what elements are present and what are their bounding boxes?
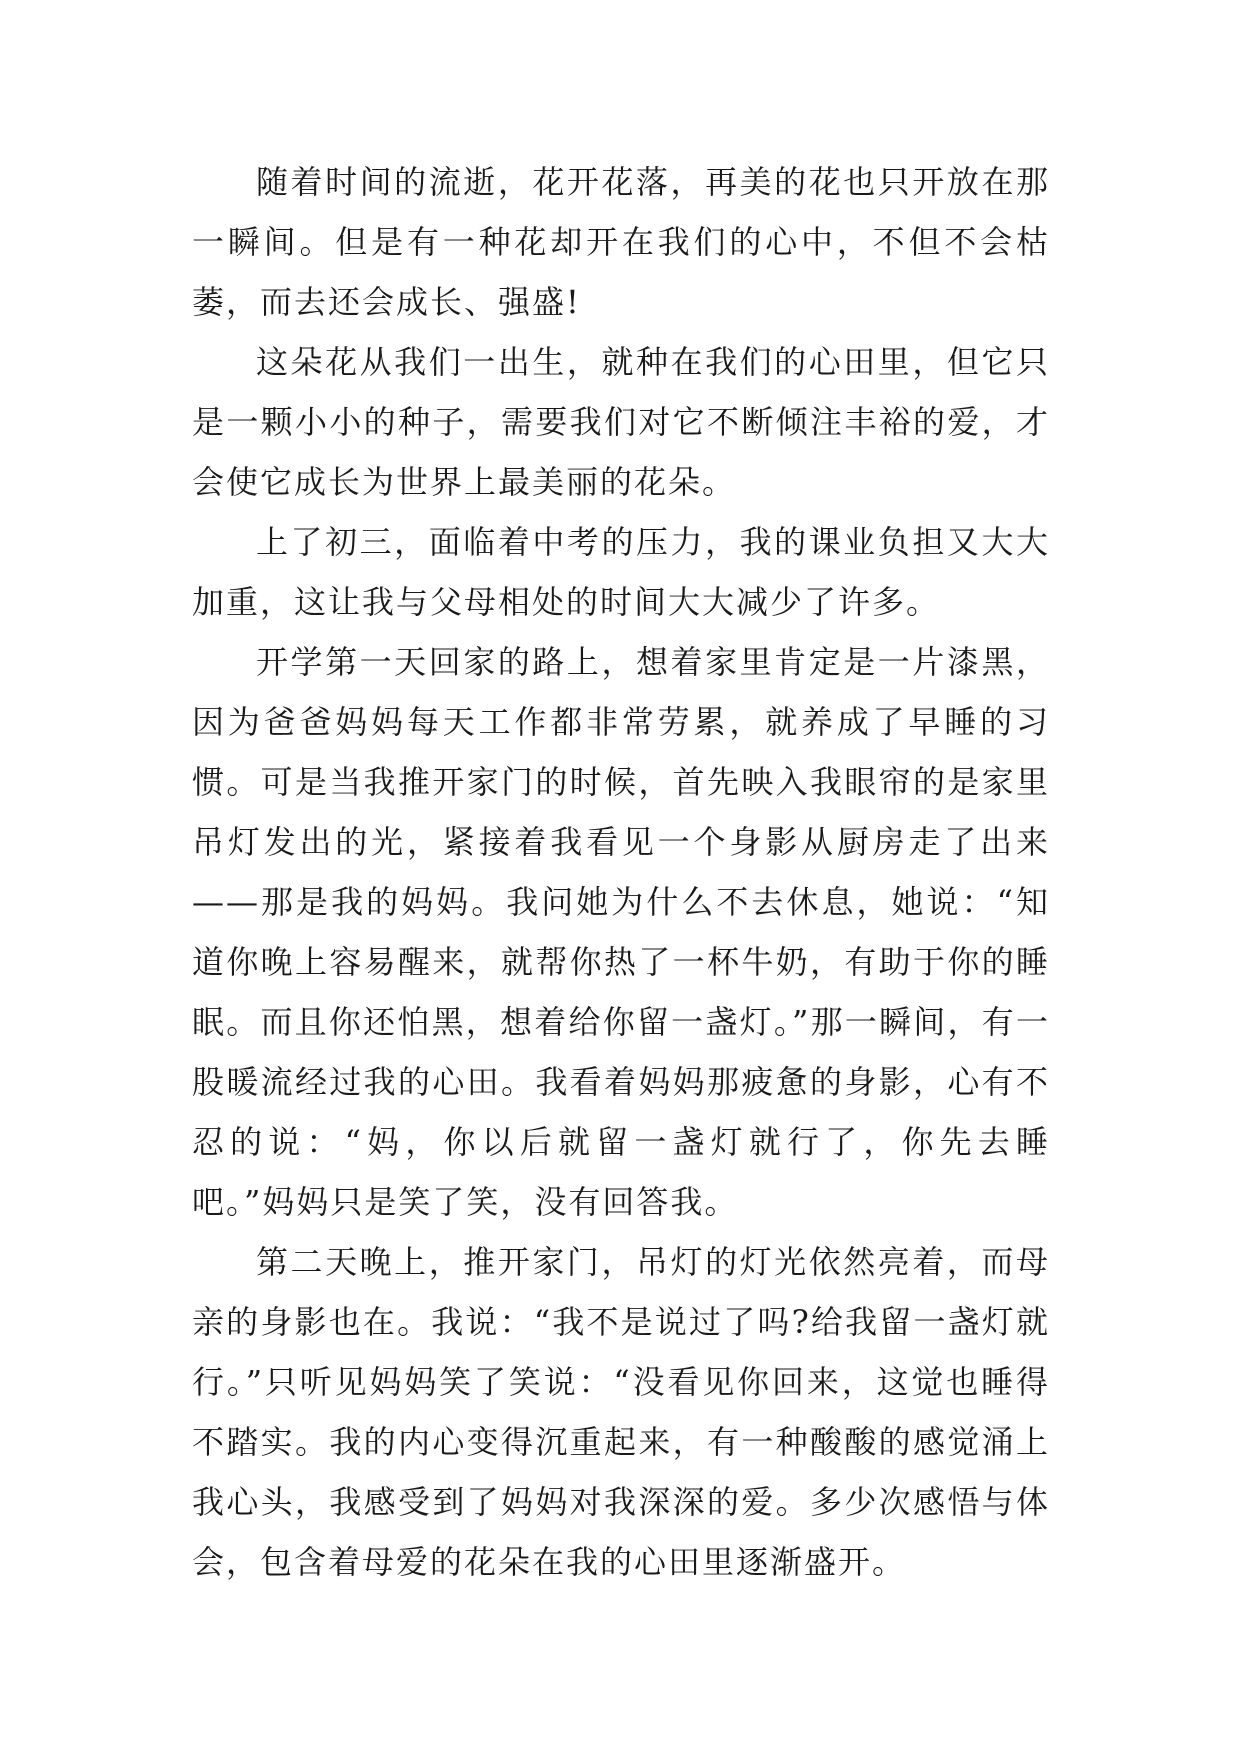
paragraph-1: 随着时间的流逝，花开花落，再美的花也只开放在那一瞬间。但是有一种花却开在我们的心中，不但不会枯萎，而去还会成长、强盛! <box>192 163 1050 321</box>
paragraph-5: 第二天晚上，推开家门，吊灯的灯光依然亮着，而母亲的身影也在。我说：“我不是说过了吗?给我留一盏灯就行。”只听见妈妈笑了笑说：“没看见你回来，这觉也睡得不踏实。我的内心变得沉重起来，有一种酸酸的感觉涌上我心头，我感受到了妈妈对我深深的爱。多少次感悟与体会，包含着母爱的花朵在我的心田里逐渐盛开。 <box>192 1243 1050 1581</box>
essay-body <box>192 152 1050 1592</box>
paragraph-2: 这朵花从我们一出生，就种在我们的心田里，但它只是一颗小小的种子，需要我们对它不断倾注丰裕的爱，才会使它成长为世界上最美丽的花朵。 <box>192 343 1050 501</box>
paragraph-4: 开学第一天回家的路上，想着家里肯定是一片漆黑，因为爸爸妈妈每天工作都非常劳累，就养成了早睡的习惯。可是当我推开家门的时候，首先映入我眼帘的是家里吊灯发出的光，紧接着我看见一个身影从厨房走了出来——那是我的妈妈。我问她为什么不去休息，她说：“知道你晚上容易醒来，就帮你热了一杯牛奶，有助于你的睡眠。而且你还怕黑，想着给你留一盏灯。”那一瞬间，有一股暖流经过我的心田。我看着妈妈那疲惫的身影，心有不忍的说：“妈，你以后就留一盏灯就行了，你先去睡吧。”妈妈只是笑了笑，没有回答我。 <box>192 643 1050 1221</box>
paragraph-3: 上了初三，面临着中考的压力，我的课业负担又大大加重，这让我与父母相处的时间大大减少了许多。 <box>192 523 1050 621</box>
